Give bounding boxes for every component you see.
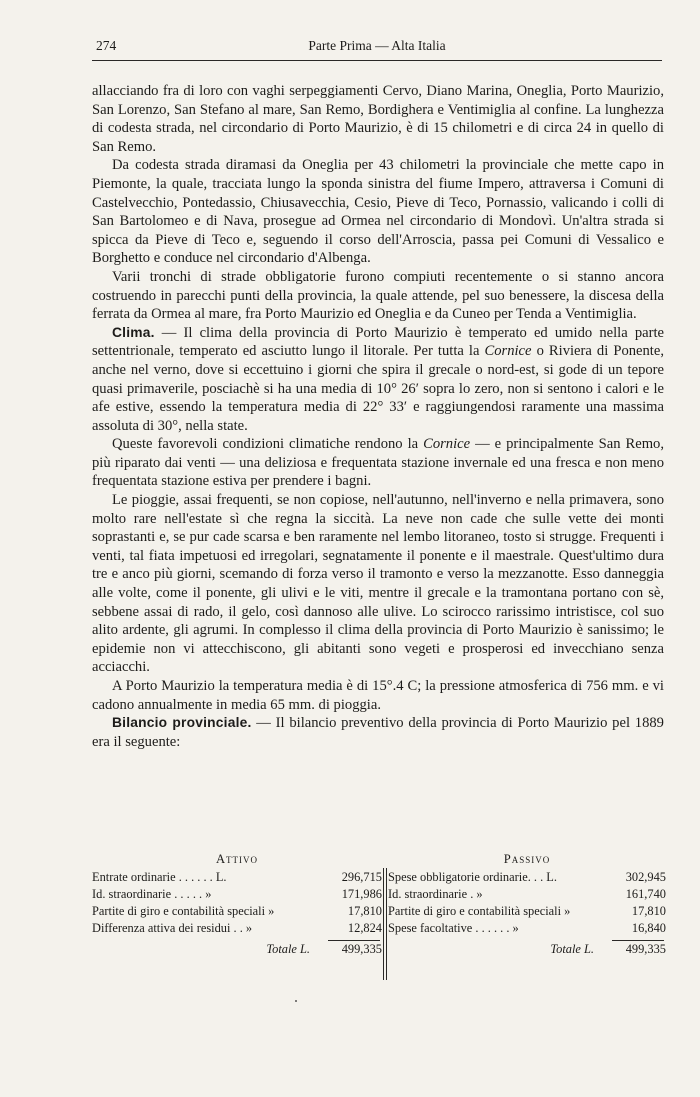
attivo-row (92, 904, 382, 921)
passivo-row-amount: 16,840 (631, 921, 666, 935)
section-heading: Bilancio provinciale. (112, 715, 252, 731)
passivo-title: Passivo (503, 852, 551, 866)
attivo-row-label: Id. straordinarie . . . . . » (92, 887, 212, 901)
attivo-row-amount: 296,715 (341, 870, 382, 884)
paragraph-text: o Riviera di Ponente, anche nel verno, dove si eccettuino i giorni che spira il grecale o nord-est, si gode di un tepore quasi primaverile, posciachè si ha una media di 10° 26′ sopra lo zero, non si sentono i calori e le afe estive, essendo la temperatura media di 22° 33′ e raggiungendosi raramente una massima assoluta di 30°, nella state. (92, 343, 664, 434)
paragraph-text: A Porto Maurizio la temperatura media è di 15°.4 C; la pressione atmosferica di 756 mm. e vi cadono annualmente in media 65 mm. di pioggia. (92, 678, 664, 713)
paragraph (92, 491, 664, 677)
passivo-total-label: Totale L. (550, 942, 594, 956)
attivo-row (92, 870, 382, 887)
paragraph (92, 268, 664, 324)
running-title: Parte Prima — Alta Italia (308, 38, 446, 53)
paragraph (92, 435, 664, 491)
paragraph-text: allacciando fra di loro con vaghi serpeggiamenti Cervo, Diano Marina, Oneglia, Porto Maurizio, San Lorenzo, San Stefano al mare, San Remo, Bordighera e Ventimiglia al confine. La lunghezza di codesta strada, nel circondario di Porto Maurizio, è di 15 chilometri e di circa 24 in quello di San Remo. (92, 83, 664, 155)
paragraph-text: Varii tronchi di strade obbligatorie furono compiuti recentemente o si stanno ancora costruendo in parecchi punti della provincia, la quale attende, pel suo benessere, la discesa della ferrata da Ormea al mare, fra Porto Maurizio ed Oneglia e da Cuneo per Tenda a Ventimiglia. (92, 268, 664, 323)
paragraph-text: — Il clima della provincia di Porto Maurizio è temperato ed umido nella parte settentrionale, temperato ed asciutto lungo il litorale. Per tutta la (92, 324, 664, 360)
section-heading: Clima. (112, 324, 155, 340)
passivo-row-label: Spese facoltative . . . . . . » (388, 921, 519, 935)
attivo-row (92, 887, 382, 904)
attivo-title: Attivo (215, 852, 259, 866)
passivo-row (388, 921, 666, 938)
paragraph-text: Da codesta strada diramasi da Oneglia per 43 chilometri la provinciale che mette capo in Piemonte, la quale, tracciata lungo la sponda sinistra del fiume Impero, attraversa i Comuni di Castelvecchio, Pontedassio, Chiusavecchia, Cesio, Pieve di Teco, Pornassio, valicando i colli di San Bartolomeo e di Nava, prosegue ad Ormea nel circondario di Mondovì. Un'altra strada si spicca da Pieve di Teco e, seguendo il corso dell'Arroscia, passa pei Comuni di Vessalico e Borghetto e conduce nel circondario d'Albenga. (92, 157, 664, 267)
column-divider (383, 868, 384, 980)
passivo-row (388, 904, 666, 921)
passivo-row-amount: 302,945 (625, 870, 666, 884)
attivo-row-label: Differenza attiva dei residui . . » (92, 921, 253, 935)
paragraph-text: Queste favorevoli condizioni climatiche rendono la (112, 436, 424, 453)
attivo-sum-rule (328, 940, 380, 941)
passivo-sum-rule (612, 940, 664, 941)
italic-term: Cornice (484, 343, 532, 360)
page-header (92, 38, 662, 58)
attivo-row-amount: 171,986 (341, 887, 382, 901)
paragraph (92, 714, 664, 751)
passivo-row-amount: 161,740 (625, 887, 666, 901)
paragraph-text: Le pioggie, assai frequenti, se non copiose, nell'autunno, nell'inverno e nella primavera, sono molto rare nell'estate sì che regna la siccità. La neve non cade che sulle vette dei monti soprastanti e, se pur cade scarsa e ben raramente nel lembo litoraneo, tosto si strugge. Frequenti i venti, tal fiata impetuosi ed irregolari, segnatamente il ponente e il maestrale. Quest'ultimo dura tre e anco più giorni, scemando di forza verso il tramonto e verso la mezzanotte. Esso danneggia alle volte, come il ponente, gli ulivi e le viti, mentre il grecale e la tramontana portano con sè, sebbene assai di rado, il gelo, così dannoso alle ulive. Lo scirocco rarissimo intristisce, col suo alito ardente, gli agrumi. In complesso il clima della provincia di Porto Maurizio è sanissimo; le epidemie non vi attecchiscono, gli abitanti sono vegeti e prosperosi ed invecchiano senza acciacchi. (92, 492, 664, 676)
speck (295, 1000, 297, 1002)
header-rule (92, 60, 662, 61)
passivo-column (388, 852, 666, 959)
passivo-row-label: Id. straordinarie . » (388, 887, 483, 901)
attivo-total-row (92, 942, 382, 959)
passivo-total-row (388, 942, 666, 959)
attivo-row-amount: 12,824 (347, 921, 382, 935)
attivo-total-label: Totale L. (266, 942, 310, 956)
column-divider (386, 868, 387, 980)
paragraph (92, 82, 664, 156)
attivo-column (92, 852, 382, 959)
passivo-row (388, 870, 666, 887)
passivo-row-label: Partite di giro e contabilità speciali » (388, 904, 571, 918)
passivo-row-amount: 17,810 (631, 904, 666, 918)
paragraph (92, 324, 664, 436)
attivo-row (92, 921, 382, 938)
body-text (92, 82, 664, 751)
paragraph-text: — e principalmente San Remo, più riparato dai venti — una deliziosa e frequentata stazione invernale ed una fresca e non meno frequentata stazione estiva per prendere i bagni. (92, 436, 664, 490)
page-number: 274 (96, 38, 117, 53)
paragraph-text: — Il bilancio preventivo della provincia di Porto Maurizio pel 1889 era il seguente: (92, 715, 664, 750)
italic-term: Cornice (423, 436, 471, 453)
passivo-row-label: Spese obbligatorie ordinarie. . . L. (388, 870, 557, 884)
attivo-row-label: Partite di giro e contabilità speciali » (92, 904, 275, 918)
paragraph (92, 156, 664, 268)
attivo-row-label: Entrate ordinarie . . . . . . L. (92, 870, 227, 884)
passivo-total: 499,335 (625, 942, 666, 956)
passivo-row (388, 887, 666, 904)
attivo-total: 499,335 (341, 942, 382, 956)
paragraph (92, 677, 664, 714)
attivo-row-amount: 17,810 (347, 904, 382, 918)
